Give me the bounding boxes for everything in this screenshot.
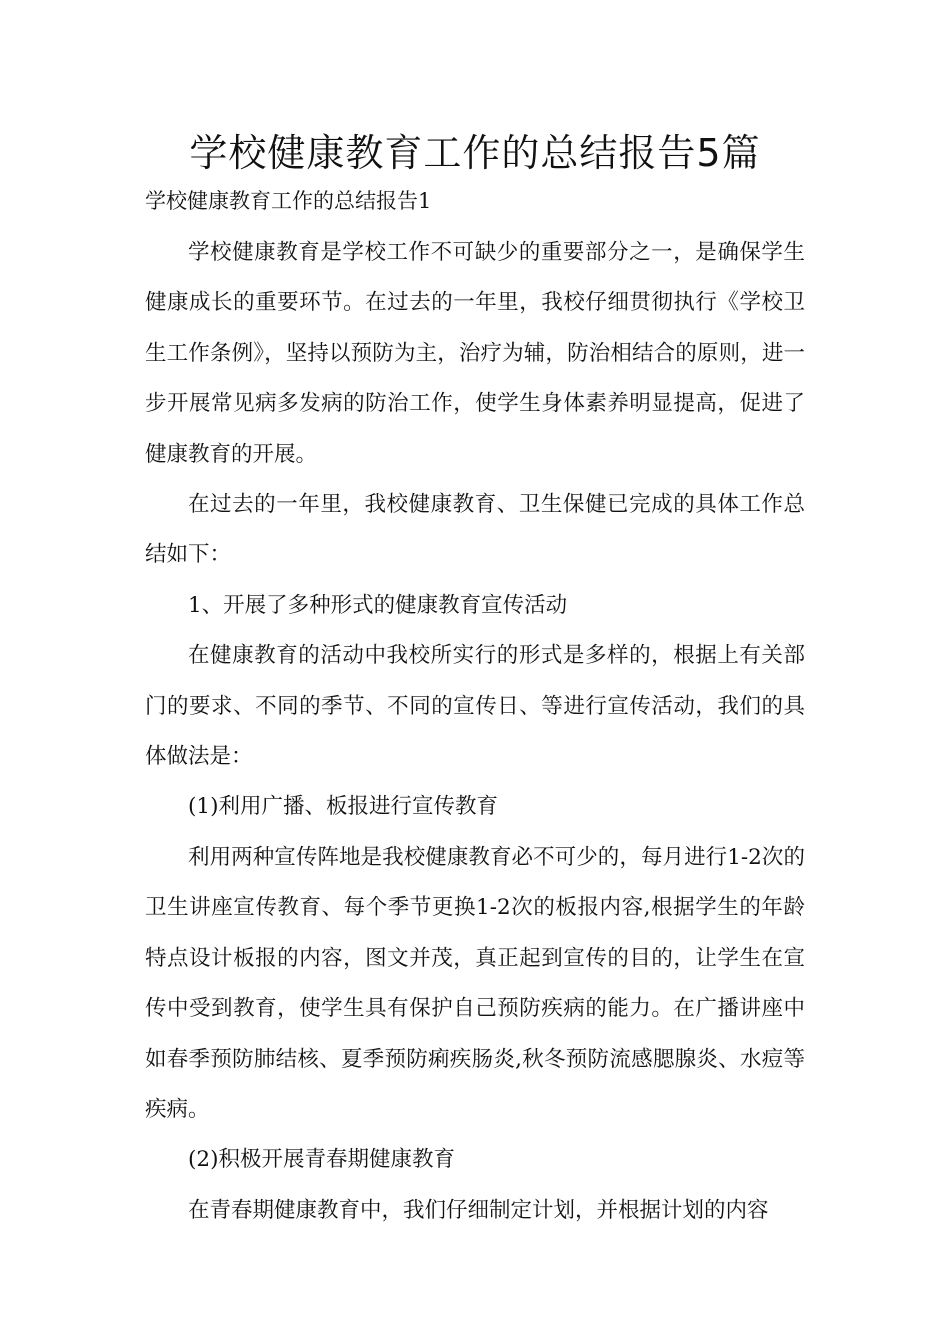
paragraph-adolescence: 在青春期健康教育中，我们仔细制定计划，并根据计划的内容 — [188, 1197, 769, 1223]
paragraph-intro: 学校健康教育是学校工作不可缺少的重要部分之一，是确保学生健康成长的重要环节。在过去的一年里，我校仔细贯彻执行《学校卫生工作条例》，坚持以预防为主，治疗为辅，防治相结合的原则，进一步开展常见病多发病的防治工作，使学生身体素养明显提高，促进了健康教育的开展。 — [145, 240, 805, 467]
section-heading-1: 1、开展了多种形式的健康教育宣传活动 — [188, 592, 568, 618]
paragraph-broadcast: 利用两种宣传阵地是我校健康教育必不可少的，每月进行1-2次的卫生讲座宣传教育、每个季节更换1-2次的板报内容,根据学生的年龄特点设计板报的内容，图文并茂，真正起到宣传的目的，让学生在宣传中受到教育，使学生具有保护自己预防疾病的能力。在广播讲座中如春季预防肺结核、夏季预防痢疾肠炎,秋冬预防流感腮腺炎、水痘等疾病。 — [145, 844, 805, 1122]
document-title: 学校健康教育工作的总结报告5篇 — [189, 131, 761, 175]
subsection-heading-2: (2)积极开展青春期健康教育 — [188, 1147, 455, 1173]
document-subtitle: 学校健康教育工作的总结报告1 — [145, 189, 432, 213]
subsection-heading-1: (1)利用广播、板报进行宣传教育 — [188, 794, 498, 820]
document-body — [145, 228, 805, 1236]
paragraph-activities: 在健康教育的活动中我校所实行的形式是多样的，根据上有关部门的要求、不同的季节、不同的宣传日、等进行宣传活动，我们的具体做法是： — [145, 643, 805, 770]
paragraph-summary-lead: 在过去的一年里，我校健康教育、卫生保健已完成的具体工作总结如下： — [145, 492, 805, 568]
